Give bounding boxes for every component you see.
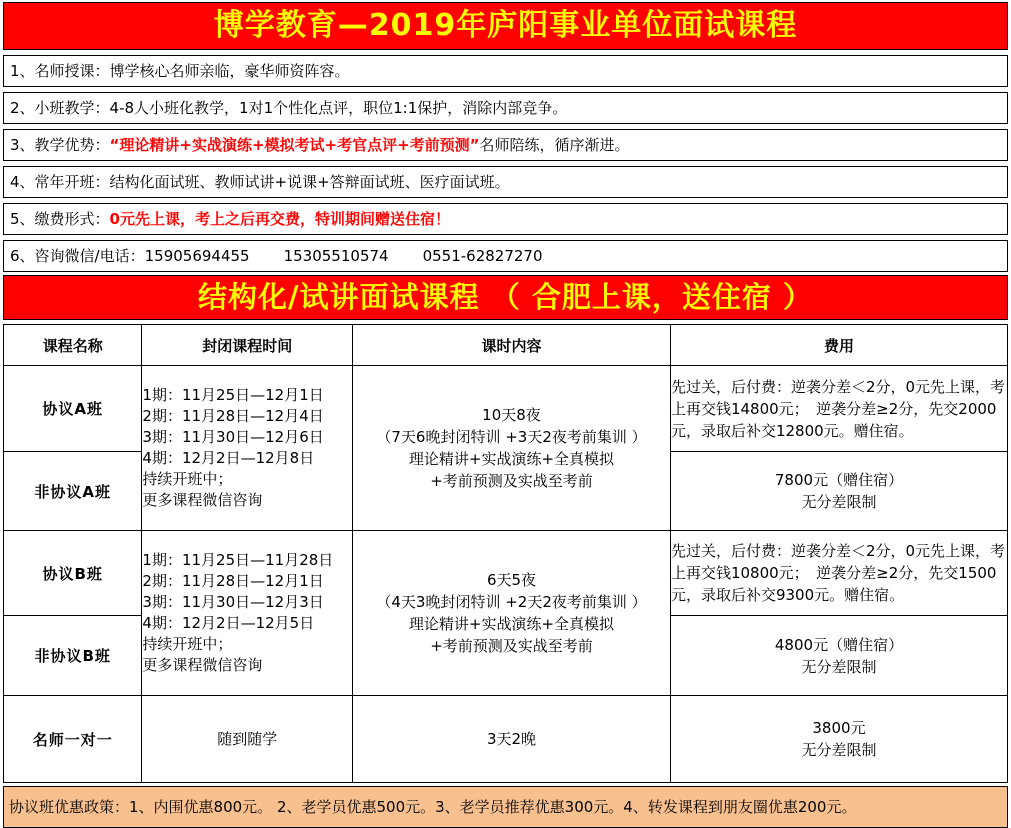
schedule-line: 持续开班中； bbox=[142, 635, 233, 653]
course-table bbox=[3, 324, 1008, 783]
info-label: 2、小班教学： bbox=[10, 99, 110, 117]
header-course-name: 课程名称 bbox=[4, 325, 142, 366]
content-line: 10天8夜 bbox=[482, 406, 541, 424]
content-line: +考前预测及实战至考前 bbox=[430, 472, 593, 490]
info-row-small-class bbox=[3, 92, 1008, 124]
schedule-group-b bbox=[142, 531, 353, 696]
content-line: （7天6晚封闭特训 +3天2夜考前集训 ） bbox=[376, 428, 647, 446]
info-text: 结构化面试班、教师试讲+说课+答辩面试班、医疗面试班。 bbox=[109, 173, 510, 191]
fee-line: 7800元（赠住宿） bbox=[774, 471, 904, 489]
main-title: 博学教育—2019年庐阳事业单位面试课程 bbox=[213, 8, 798, 43]
table-row-one-on-one bbox=[4, 696, 1008, 783]
contact-phone-3: 0551-62827270 bbox=[422, 247, 543, 265]
info-highlight: “理论精讲+实战演练+模拟考试+考官点评+考前预测” bbox=[109, 136, 480, 154]
schedule-group-a bbox=[142, 366, 353, 531]
course-name-one-on-one: 名师一对一 bbox=[4, 696, 142, 783]
content-group-a bbox=[353, 366, 671, 531]
contact-phone-1: 15905694455 bbox=[144, 247, 250, 265]
fee-line: 无分差限制 bbox=[801, 741, 877, 759]
header-fee: 费用 bbox=[670, 325, 1007, 366]
schedule-line: 更多课程微信咨询 bbox=[142, 656, 263, 674]
main-title-banner bbox=[3, 2, 1008, 50]
info-row-famous-teachers bbox=[3, 55, 1008, 87]
header-schedule: 封闭课程时间 bbox=[142, 325, 353, 366]
schedule-line: 2期：11月28日—12月4日 bbox=[142, 407, 324, 425]
discount-policy-text: 协议班优惠政策：1、内围优惠800元。 2、老学员优惠500元。3、老学员推荐优惠300元。4、转发课程到朋友圈优惠200元。 bbox=[9, 798, 857, 816]
info-label: 3、教学优势： bbox=[10, 136, 110, 154]
info-text: 名师陪练，循序渐进。 bbox=[479, 136, 630, 154]
info-row-contact bbox=[3, 240, 1008, 272]
fee-agreement-b: 先过关，后付费：逆袭分差＜2分，0元先上课，考上再交钱10800元； 逆袭分差≥2分，先交1500元，录取后补交9300元。赠住宿。 bbox=[670, 531, 1007, 616]
table-header-row bbox=[4, 325, 1008, 366]
fee-line: 无分差限制 bbox=[801, 493, 877, 511]
section-title-banner bbox=[3, 275, 1008, 320]
fee-line: 4800元（赠住宿） bbox=[774, 635, 904, 654]
table-row-agreement-a bbox=[4, 366, 1008, 452]
info-row-payment bbox=[3, 203, 1008, 235]
info-rows bbox=[3, 55, 1008, 272]
info-highlight: 0元先上课，考上之后再交费，特训期间赠送住宿！ bbox=[109, 210, 450, 228]
info-label: 4、常年开班： bbox=[10, 173, 110, 191]
info-label: 6、咨询微信/电话： bbox=[10, 247, 145, 265]
section-title: 结构化/试讲面试课程 （ 合肥上课，送住宿 ） bbox=[198, 280, 813, 314]
course-name-non-agreement-a: 非协议A班 bbox=[4, 452, 142, 531]
table-row-agreement-b bbox=[4, 531, 1008, 616]
fee-line: 3800元 bbox=[812, 719, 866, 737]
fee-line: 无分差限制 bbox=[801, 657, 877, 676]
schedule-line: 2期：11月28日—12月1日 bbox=[142, 572, 324, 590]
schedule-line: 持续开班中； bbox=[142, 470, 233, 488]
info-row-teaching-advantage bbox=[3, 129, 1008, 161]
content-line: （4天3晚封闭特训 +2天2夜考前集训 ） bbox=[376, 593, 647, 611]
content-group-b bbox=[353, 531, 671, 696]
content-line: 6天5夜 bbox=[486, 571, 537, 589]
contact-phone-2: 15305510574 bbox=[283, 247, 389, 265]
content-line: 理论精讲+实战演练+全真模拟 bbox=[408, 615, 615, 633]
fee-agreement-a: 先过关，后付费：逆袭分差＜2分，0元先上课，考上再交钱14800元； 逆袭分差≥2分，先交2000元，录取后补交12800元。赠住宿。 bbox=[670, 366, 1007, 452]
info-text: 4-8人小班化教学，1对1个性化点评，职位1:1保护，消除内部竞争。 bbox=[109, 99, 568, 117]
course-name-agreement-b: 协议B班 bbox=[4, 531, 142, 616]
schedule-line: 4期：12月2日—12月5日 bbox=[142, 614, 315, 632]
schedule-line: 1期：11月25日—12月1日 bbox=[142, 386, 324, 404]
course-name-non-agreement-b: 非协议B班 bbox=[4, 616, 142, 696]
course-poster bbox=[3, 2, 1008, 828]
content-one-on-one: 3天2晚 bbox=[353, 696, 671, 783]
schedule-one-on-one: 随到随学 bbox=[142, 696, 353, 783]
fee-non-agreement-b bbox=[670, 616, 1007, 696]
schedule-line: 3期：11月30日—12月3日 bbox=[142, 593, 324, 611]
schedule-line: 3期：11月30日—12月6日 bbox=[142, 428, 324, 446]
fee-one-on-one bbox=[670, 696, 1007, 783]
schedule-line: 4期：12月2日—12月8日 bbox=[142, 449, 315, 467]
schedule-line: 更多课程微信咨询 bbox=[142, 491, 263, 509]
content-line: 理论精讲+实战演练+全真模拟 bbox=[408, 450, 615, 468]
info-label: 1、名师授课： bbox=[10, 62, 110, 80]
content-line: +考前预测及实战至考前 bbox=[430, 637, 593, 655]
header-content: 课时内容 bbox=[353, 325, 671, 366]
info-row-year-round-classes bbox=[3, 166, 1008, 198]
course-name-agreement-a: 协议A班 bbox=[4, 366, 142, 452]
info-text: 博学核心名师亲临，豪华师资阵容。 bbox=[109, 62, 350, 80]
schedule-line: 1期：11月25日—11月28日 bbox=[142, 551, 334, 569]
fee-non-agreement-a bbox=[670, 452, 1007, 531]
info-label: 5、缴费形式： bbox=[10, 210, 110, 228]
